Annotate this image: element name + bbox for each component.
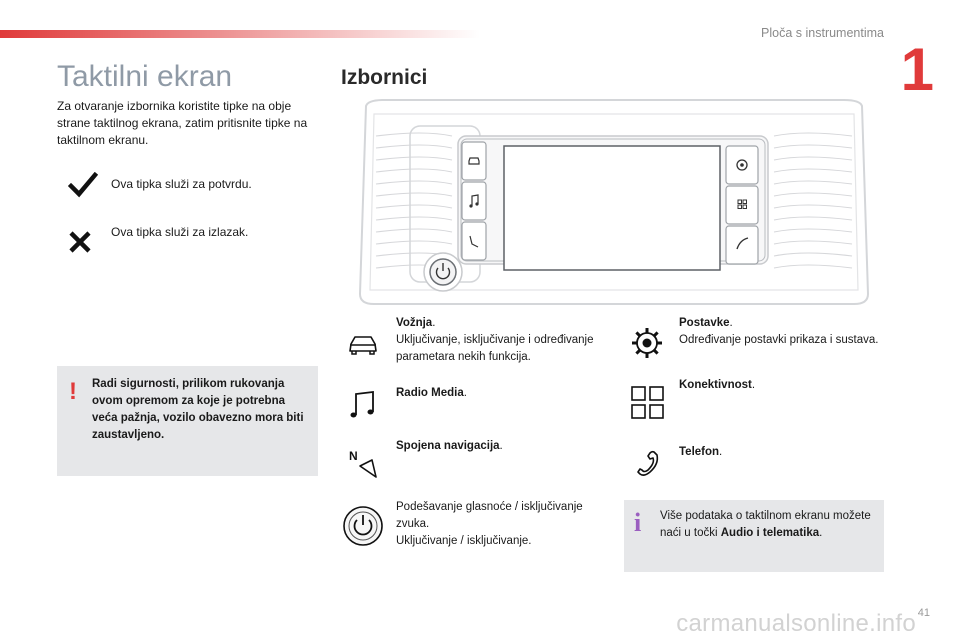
page-title: Taktilni ekran <box>57 60 233 93</box>
page-number: 41 <box>917 607 930 619</box>
cross-icon <box>68 230 92 254</box>
menu-item-connected-navigation: Spojena navigacija. <box>396 440 503 452</box>
menu-item-driving: Vožnja. Uključivanje, isključivanje i određivanje parametara nekih funkcija. <box>396 317 594 363</box>
menu-item-phone: Telefon. <box>679 446 723 458</box>
settings-label: Postavke <box>679 317 730 329</box>
intro-text: Za otvaranje izbornika koristite tipke na obje strane taktilnog ekrana, zatim pritisnite tipke na taktilnom ekranu. <box>57 99 308 147</box>
header-accent-bar <box>0 30 480 38</box>
navigation-label: Spojena navigacija <box>396 440 500 452</box>
info-icon: i <box>634 508 642 537</box>
volume-description: Podešavanje glasnoće / isključivanje zvuka. <box>396 501 583 530</box>
power-button-icon <box>342 505 384 547</box>
warning-text: Radi sigurnosti, prilikom rukovanja ovom opremom za koje je potrebna veća pažnja, vozilo obavezno mora biti zaustavljeno. <box>92 378 304 441</box>
section-title: Ploča s instrumentima <box>761 26 884 40</box>
confirm-description: Ova tipka služi za potvrdu. <box>111 177 252 191</box>
menu-item-radio-media: Radio Media. <box>396 387 467 399</box>
info-reference: Audio i telematika <box>720 527 820 539</box>
checkmark-icon <box>68 172 98 198</box>
menu-item-settings: Postavke. Određivanje postavki prikaza i sustava. <box>679 317 879 346</box>
power-description: Uključivanje / isključivanje. <box>396 535 532 547</box>
music-note-icon <box>346 388 380 422</box>
menu-item-connectivity: Konektivnost. <box>679 379 756 391</box>
driving-label: Vožnja <box>396 317 433 329</box>
menus-title: Izbornici <box>341 66 428 89</box>
warning-icon: ! <box>69 378 77 405</box>
radio-media-label: Radio Media <box>396 387 464 399</box>
touchscreen-dashboard-illustration <box>354 98 874 308</box>
navigation-icon <box>346 446 380 480</box>
info-text: Više podataka o taktilnom ekranu možete naći u točki Audio i telematika. <box>660 510 871 539</box>
phone-label: Telefon <box>679 446 720 458</box>
driving-description: Uključivanje, isključivanje i određivanje parametara nekih funkcija. <box>396 334 594 363</box>
settings-gear-icon <box>630 326 664 360</box>
exit-description: Ova tipka služi za izlazak. <box>111 225 249 239</box>
chapter-number: 1 <box>900 36 934 103</box>
connectivity-label: Konektivnost <box>679 379 752 391</box>
watermark: carmanualsonline.info <box>676 610 916 637</box>
svg-text:N: N <box>349 449 358 463</box>
phone-icon <box>630 446 664 480</box>
menu-item-power <box>396 499 606 550</box>
settings-description: Određivanje postavki prikaza i sustava. <box>679 334 879 346</box>
car-icon <box>346 326 380 360</box>
connectivity-grid-icon <box>630 385 666 421</box>
